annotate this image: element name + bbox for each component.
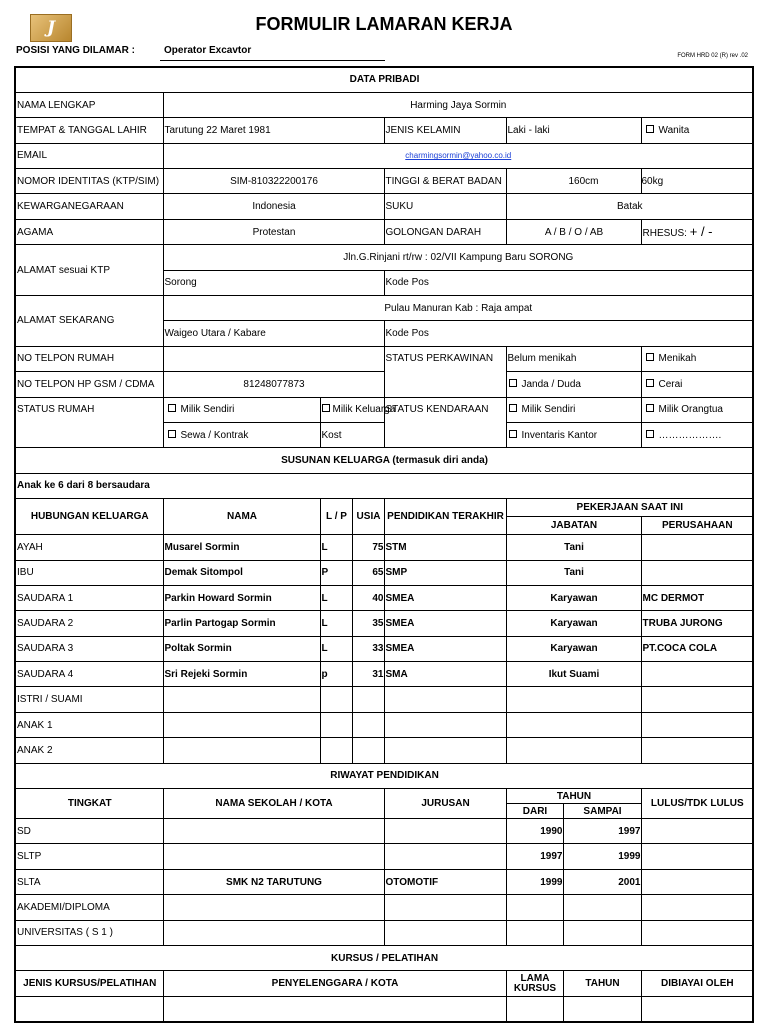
- column-header: PEKERJAAN SAAT INI: [506, 499, 753, 517]
- field-label: NAMA LENGKAP: [15, 92, 163, 117]
- full-name-value: Harming Jaya Sormin: [163, 92, 753, 117]
- column-header: L / P: [320, 499, 352, 535]
- checkbox-option: Janda / Duda: [506, 372, 641, 397]
- column-header: JURUSAN: [384, 789, 506, 819]
- postal-code-label: Kode Pos: [384, 270, 753, 295]
- current-city-value: Waigeo Utara / Kabare: [163, 321, 384, 346]
- checkbox-option: Wanita: [641, 118, 753, 143]
- column-header: USIA: [352, 499, 384, 535]
- table-row: AYAH Musarel Sormin L 75 STM Tani: [15, 535, 753, 560]
- table-row: ISTRI / SUAMI: [15, 687, 753, 712]
- checkbox-option: ……………….: [641, 422, 753, 447]
- field-label: NOMOR IDENTITAS (KTP/SIM): [15, 169, 163, 194]
- citizenship-value: Indonesia: [163, 194, 384, 219]
- housing-kost: Kost: [320, 422, 384, 447]
- table-row: [15, 996, 753, 1021]
- application-form: [14, 66, 754, 1023]
- checkbox-option: Menikah: [641, 346, 753, 371]
- section-title: DATA PRIBADI: [15, 67, 753, 92]
- table-row: ANAK 2: [15, 738, 753, 763]
- table-row: ANAK 1: [15, 712, 753, 737]
- checkbox-option: Cerai: [641, 372, 753, 397]
- table-row: IBU Demak Sitompol P 65 SMP Tani: [15, 560, 753, 585]
- sibling-order: Anak ke 6 dari 8 bersaudara: [15, 473, 753, 498]
- table-row: SD 1990 1997: [15, 819, 753, 844]
- blood-options: A / B / O / AB: [506, 219, 641, 244]
- field-label: EMAIL: [15, 143, 163, 168]
- birth-value: Tarutung 22 Maret 1981: [163, 118, 384, 143]
- email-link[interactable]: charmingsormin@yahoo.co.id: [405, 151, 512, 161]
- checkbox-option: Milik Orangtua: [641, 397, 753, 422]
- postal-code-label: Kode Pos: [384, 321, 753, 346]
- column-header: JENIS KURSUS/PELATIHAN: [15, 971, 163, 996]
- column-header: PENDIDIKAN TERAKHIR: [384, 499, 506, 535]
- checkbox-option: Milik Keluarga: [320, 397, 384, 422]
- table-row: UNIVERSITAS ( S 1 ): [15, 920, 753, 945]
- weight-value: 60kg: [641, 169, 753, 194]
- column-header: HUBUNGAN KELUARGA: [15, 499, 163, 535]
- mobile-value: 81248077873: [163, 372, 384, 397]
- field-label: STATUS PERKAWINAN: [384, 346, 506, 397]
- form-title: FORMULIR LAMARAN KERJA: [255, 14, 513, 34]
- column-header: SAMPAI: [563, 804, 641, 819]
- height-value: 160cm: [506, 169, 641, 194]
- table-row: SAUDARA 2 Parlin Partogap Sormin L 35 SMEA Karyawan TRUBA JURONG: [15, 611, 753, 636]
- field-label: ALAMAT SEKARANG: [15, 296, 163, 347]
- section-title: RIWAYAT PENDIDIKAN: [15, 763, 753, 788]
- email-value[interactable]: [163, 143, 753, 168]
- column-header: DARI: [506, 804, 563, 819]
- field-label: JENIS KELAMIN: [384, 118, 506, 143]
- column-header: NAMA SEKOLAH / KOTA: [163, 789, 384, 819]
- checkbox-option: Milik Sendiri: [163, 397, 320, 422]
- field-label: STATUS RUMAH: [15, 397, 163, 448]
- column-header: LULUS/TDK LULUS: [641, 789, 753, 819]
- column-header: TAHUN: [506, 789, 641, 804]
- table-row: SLTP 1997 1999: [15, 844, 753, 869]
- company-logo: J: [30, 14, 72, 42]
- field-label: TINGGI & BERAT BADAN: [384, 169, 506, 194]
- table-row: SAUDARA 1 Parkin Howard Sormin L 40 SMEA Karyawan MC DERMOT: [15, 585, 753, 610]
- checkbox-option: Sewa / Kontrak: [163, 422, 320, 447]
- position-label: POSISI YANG DILAMAR :: [16, 45, 135, 56]
- table-row: SAUDARA 4 Sri Rejeki Sormin p 31 SMA Ikut Suami: [15, 662, 753, 687]
- religion-value: Protestan: [163, 219, 384, 244]
- field-label: TEMPAT & TANGGAL LAHIR: [15, 118, 163, 143]
- column-header: TAHUN: [563, 971, 641, 996]
- column-header: JABATAN: [506, 517, 641, 535]
- field-label: GOLONGAN DARAH: [384, 219, 506, 244]
- field-label: ALAMAT sesuai KTP: [15, 245, 163, 296]
- column-header: PERUSAHAAN: [641, 517, 753, 535]
- column-header: DIBIAYAI OLEH: [641, 971, 753, 996]
- section-title: KURSUS / PELATIHAN: [15, 946, 753, 971]
- field-label: AGAMA: [15, 219, 163, 244]
- field-label: SUKU: [384, 194, 506, 219]
- ethnicity-value: Batak: [506, 194, 753, 219]
- table-row: SAUDARA 3 Poltak Sormin L 33 SMEA Karyawan PT.COCA COLA: [15, 636, 753, 661]
- gender-value: Laki - laki: [506, 118, 641, 143]
- current-address-value: Pulau Manuran Kab : Raja ampat: [163, 296, 753, 321]
- column-header: LAMA KURSUS: [506, 971, 563, 996]
- checkbox-option: Inventaris Kantor: [506, 422, 641, 447]
- table-row: SLTA SMK N2 TARUTUNG OTOMOTIF 1999 2001: [15, 869, 753, 894]
- section-title: SUSUNAN KELUARGA (termasuk diri anda): [15, 448, 753, 473]
- checkbox-option: Milik Sendiri: [506, 397, 641, 422]
- field-label: NO TELPON HP GSM / CDMA: [15, 372, 163, 397]
- marital-value: Belum menikah: [506, 346, 641, 371]
- position-value: Operator Excavtor: [164, 45, 252, 56]
- ktp-city-value: Sorong: [163, 270, 384, 295]
- id-value: SIM-810322200176: [163, 169, 384, 194]
- field-label: KEWARGANEGARAAN: [15, 194, 163, 219]
- column-header: PENYELENGGARA / KOTA: [163, 971, 506, 996]
- form-code: FORM HRD 02 (R) rev .02: [677, 53, 748, 59]
- table-row: AKADEMI/DIPLOMA: [15, 895, 753, 920]
- field-label: STATUS KENDARAAN: [384, 397, 506, 448]
- column-header: NAMA: [163, 499, 320, 535]
- rhesus-cell: RHESUS: + / -: [641, 219, 753, 244]
- field-label: NO TELPON RUMAH: [15, 346, 163, 371]
- ktp-address-value: Jln.G.Rinjani rt/rw : 02/VII Kampung Baru SORONG: [163, 245, 753, 270]
- column-header: TINGKAT: [15, 789, 163, 819]
- home-phone-value: [163, 346, 384, 371]
